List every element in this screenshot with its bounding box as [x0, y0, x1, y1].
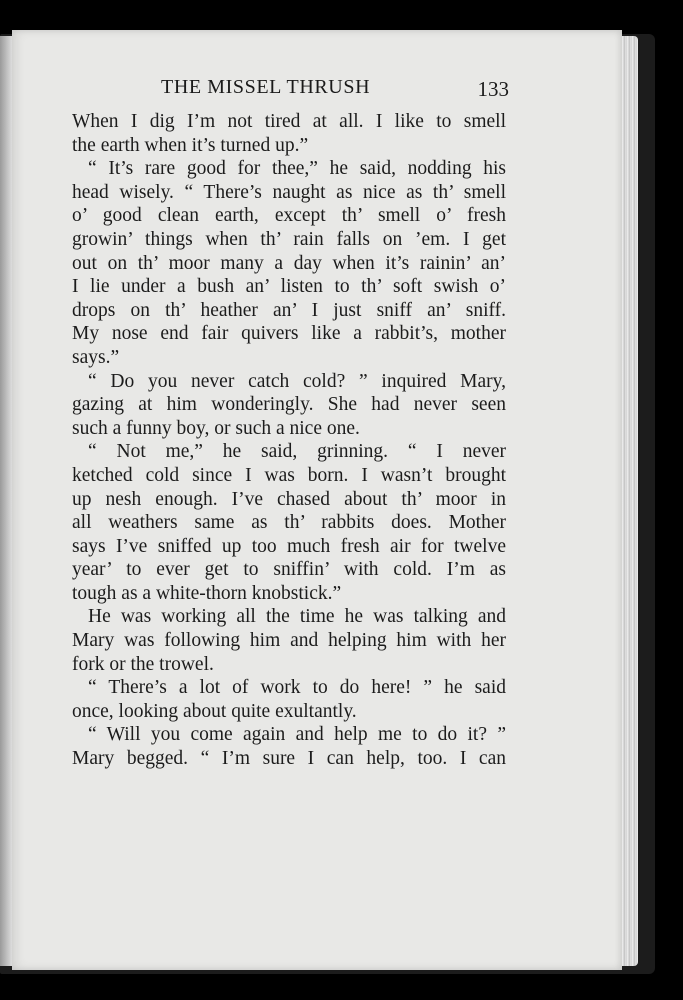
text-line: once, looking about quite exultantly. — [72, 700, 357, 722]
text-line: gazing at him wonderingly. She had never seen — [72, 394, 506, 416]
text-line: the earth when it’s turned up.” — [72, 134, 309, 156]
text-line: “ Do you never catch cold? ” inquired Mary, — [88, 370, 506, 392]
text-line: “ Will you come again and help me to do it? ” — [88, 724, 506, 746]
text-line: such a funny boy, or such a nice one. — [72, 417, 360, 439]
text-line: up nesh enough. I’ve chased about th’ moor in — [72, 488, 506, 510]
text-line: Mary begged. “ I’m sure I can help, too. I can — [72, 748, 506, 770]
running-head — [72, 76, 509, 104]
text-line: drops on th’ heather an’ I just sniff an’ sniff. — [72, 299, 506, 321]
text-line: He was working all the time he was talking and — [88, 606, 506, 628]
text-line: o’ good clean earth, except th’ smell o’ fresh — [72, 205, 506, 227]
text-line: tough as a white-thorn knobstick.” — [72, 582, 342, 604]
text-line: Mary was following him and helping him with her — [72, 630, 506, 652]
text-line: head wisely. “ There’s naught as nice as th’ smell — [72, 181, 506, 203]
text-line: says I’ve sniffed up too much fresh air for twelve — [72, 535, 506, 557]
text-line: says.” — [72, 346, 120, 368]
running-title: THE MISSEL THRUSH — [161, 76, 371, 98]
text-line: “ It’s rare good for thee,” he said, nodding his — [88, 158, 506, 180]
text-line: “ There’s a lot of work to do here! ” he said — [88, 677, 506, 699]
text-line: out on th’ moor many a day when it’s rainin’ an’ — [72, 252, 506, 274]
text-line: ketched cold since I was born. I wasn’t brought — [72, 464, 506, 486]
text-line: When I dig I’m not tired at all. I like to smell — [72, 111, 506, 132]
text-line: all weathers same as th’ rabbits does. Mother — [72, 512, 506, 534]
text-line: My nose end fair quivers like a rabbit’s, mother — [72, 323, 506, 345]
text-line: growin’ things when th’ rain falls on ’em. I get — [72, 228, 506, 250]
text-line: I lie under a bush an’ listen to th’ soft swish o’ — [72, 276, 506, 298]
text-line: year’ to ever get to sniffin’ with cold. I’m as — [72, 559, 506, 581]
facing-page-edge — [0, 36, 12, 966]
page-number: 133 — [477, 77, 509, 101]
text-line: fork or the trowel. — [72, 653, 214, 675]
text-line: “ Not me,” he said, grinning. “ I never — [88, 441, 506, 463]
body-text — [72, 110, 506, 771]
